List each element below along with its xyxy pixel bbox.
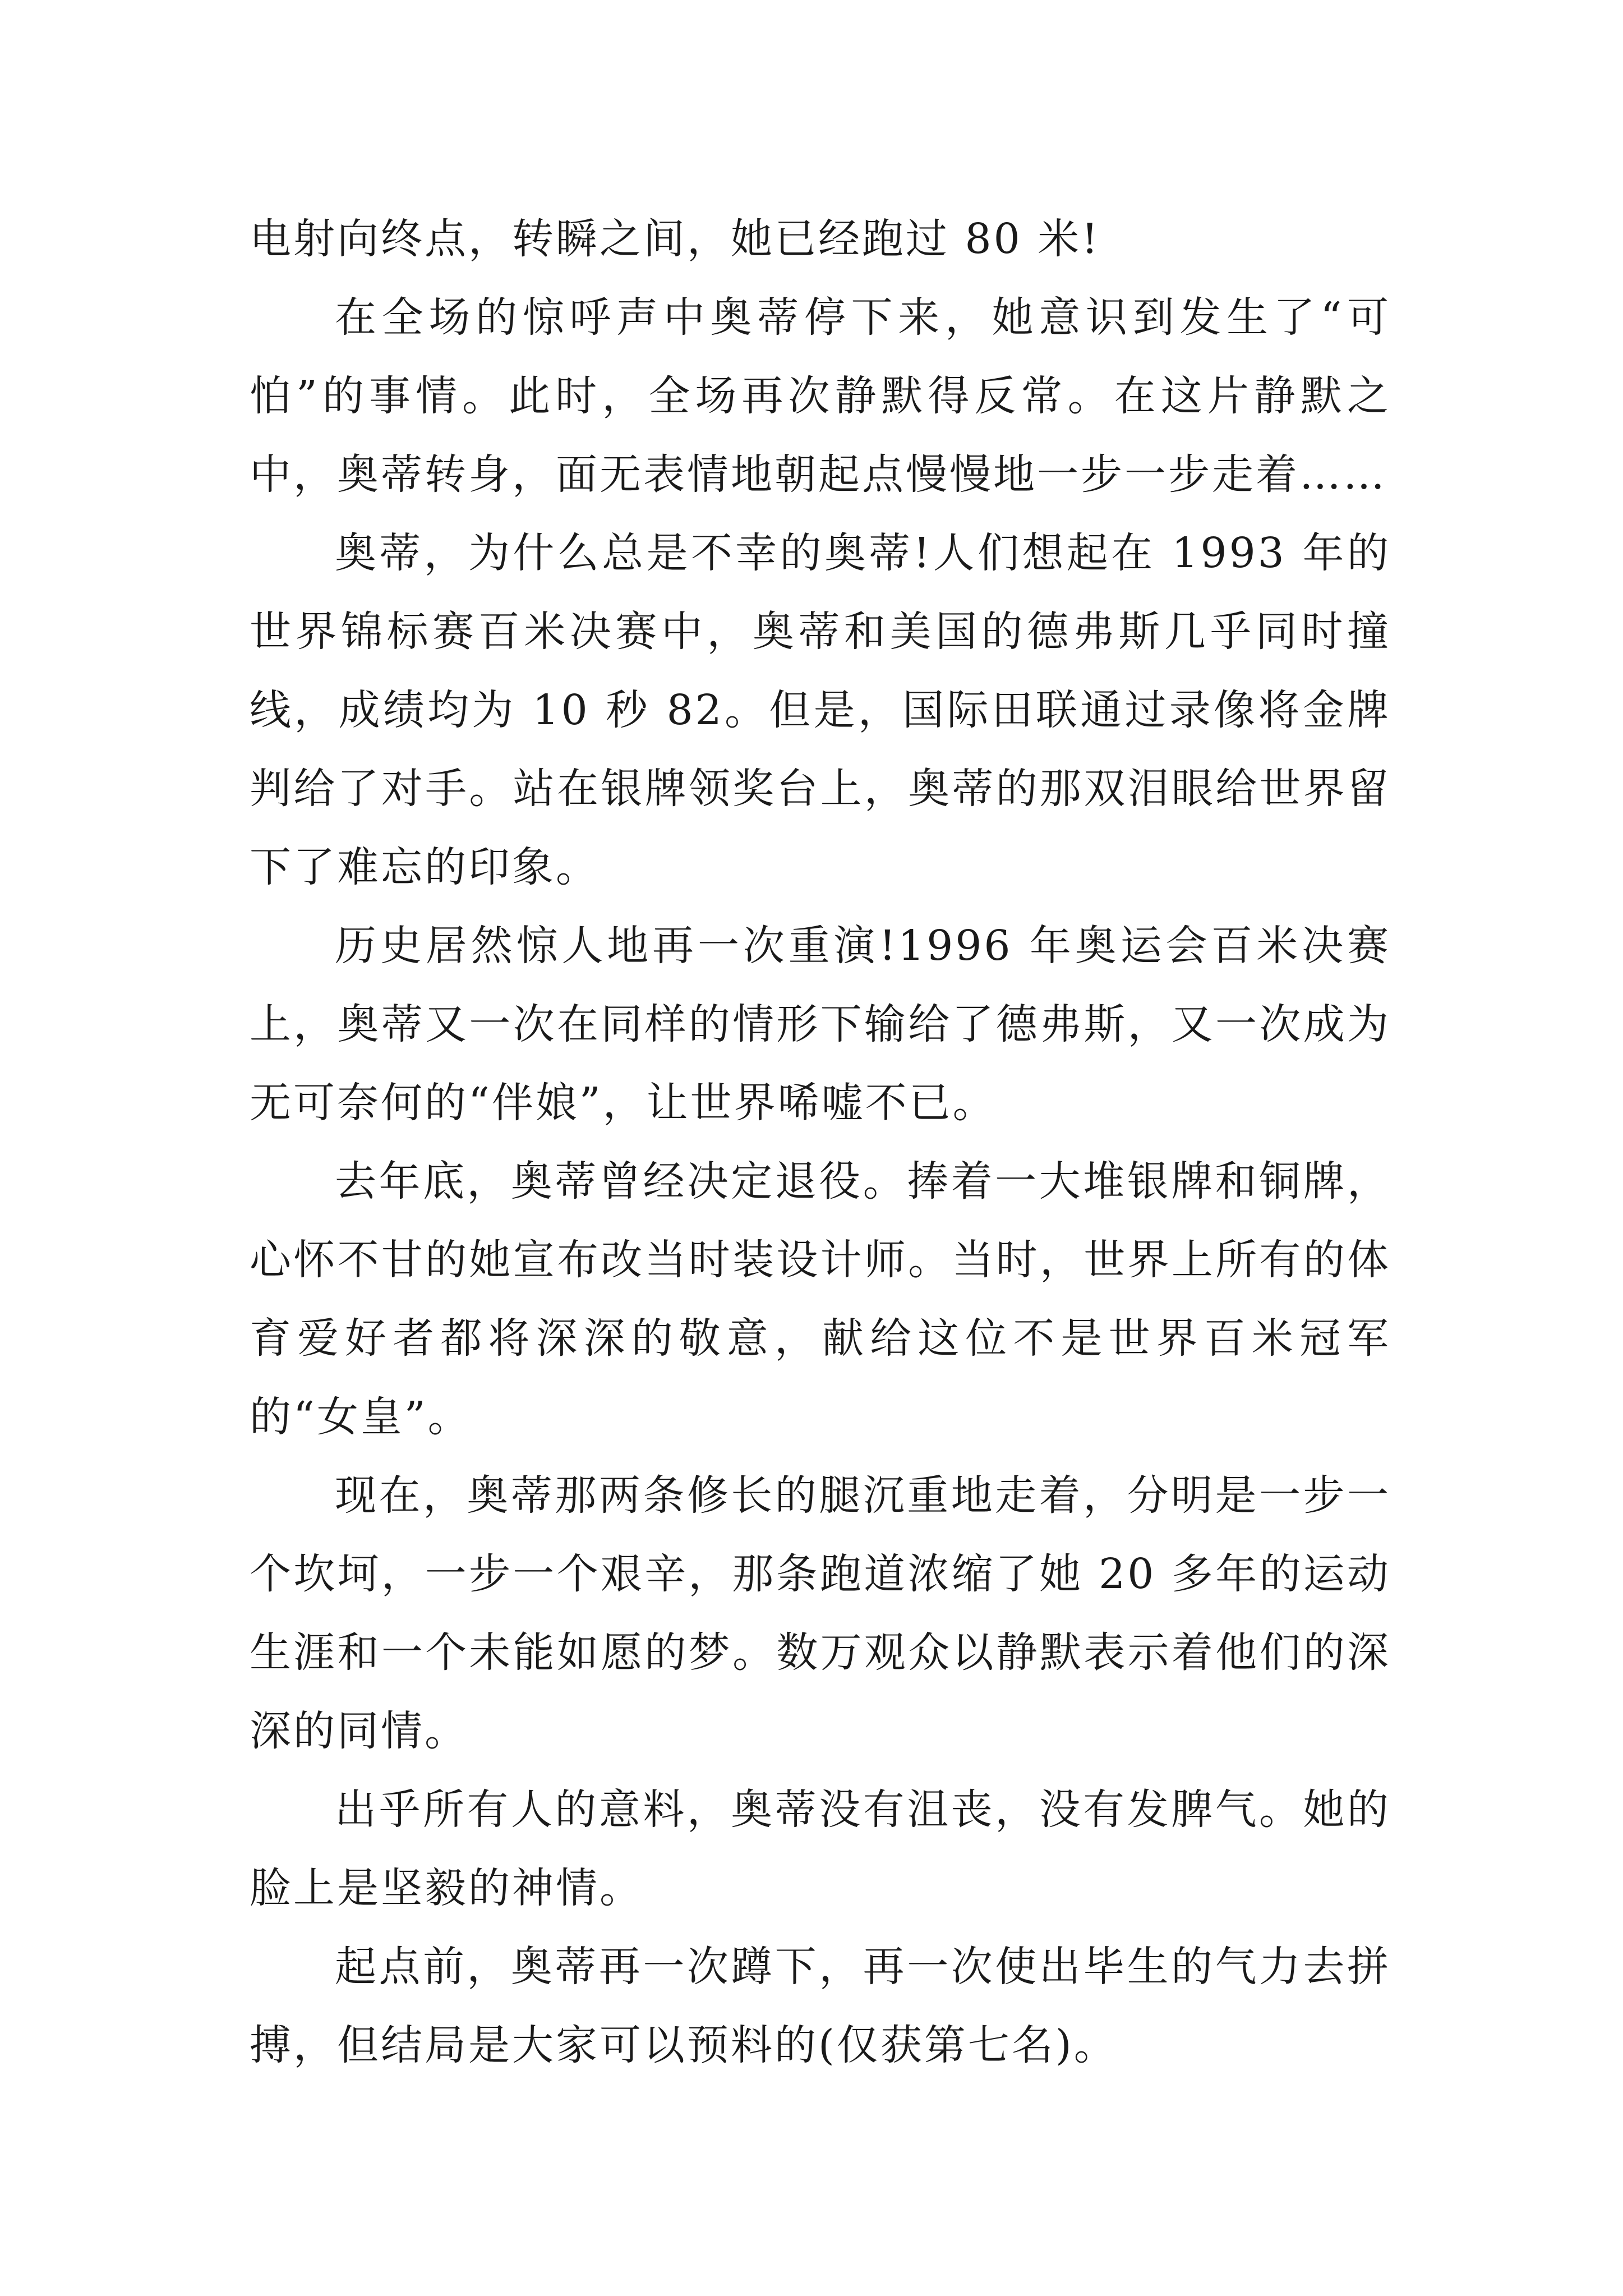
paragraph-8: 起点前，奥蒂再一次蹲下，再一次使出毕生的气力去拼搏，但结局是大家可以预料的(仅获第七名)。	[250, 1943, 1391, 2069]
paragraph-1: 电射向终点，转瞬之间，她已经跑过 80 米!	[250, 215, 1100, 263]
paragraph-3: 奥蒂，为什么总是不幸的奥蒂!人们想起在 1993 年的世界锦标赛百米决赛中，奥蒂和美国的德弗斯几乎同时撞线，成绩均为 10 秒 82。但是，国际田联通过录像将金牌判给了对手。站在银牌领奖台上，奥蒂的那双泪眼给世界留下了难忘的印象。	[250, 529, 1391, 891]
paragraph-6: 现在，奥蒂那两条修长的腿沉重地走着，分明是一步一个坎坷，一步一个艰辛，那条跑道浓缩了她 20 多年的运动生涯和一个未能如愿的梦。数万观众以静默表示着他们的深深的同情。	[250, 1471, 1391, 1755]
paragraph-7: 出乎所有人的意料，奥蒂没有沮丧，没有发脾气。她的脸上是坚毅的神情。	[250, 1786, 1391, 1912]
paragraph-5: 去年底，奥蒂曾经决定退役。捧着一大堆银牌和铜牌，心怀不甘的她宣布改当时装设计师。当时，世界上所有的体育爱好者都将深深的敬意，献给这位不是世界百米冠军的“女皇”。	[250, 1157, 1391, 1441]
paragraph-4: 历史居然惊人地再一次重演!1996 年奥运会百米决赛上，奥蒂又一次在同样的情形下输给了德弗斯，又一次成为无可奈何的“伴娘”，让世界唏嘘不已。	[250, 922, 1391, 1127]
article-body	[250, 200, 1391, 2085]
paragraph-2: 在全场的惊呼声中奥蒂停下来，她意识到发生了“可怕”的事情。此时，全场再次静默得反常。在这片静默之中，奥蒂转身，面无表情地朝起点慢慢地一步一步走着……	[250, 293, 1391, 499]
